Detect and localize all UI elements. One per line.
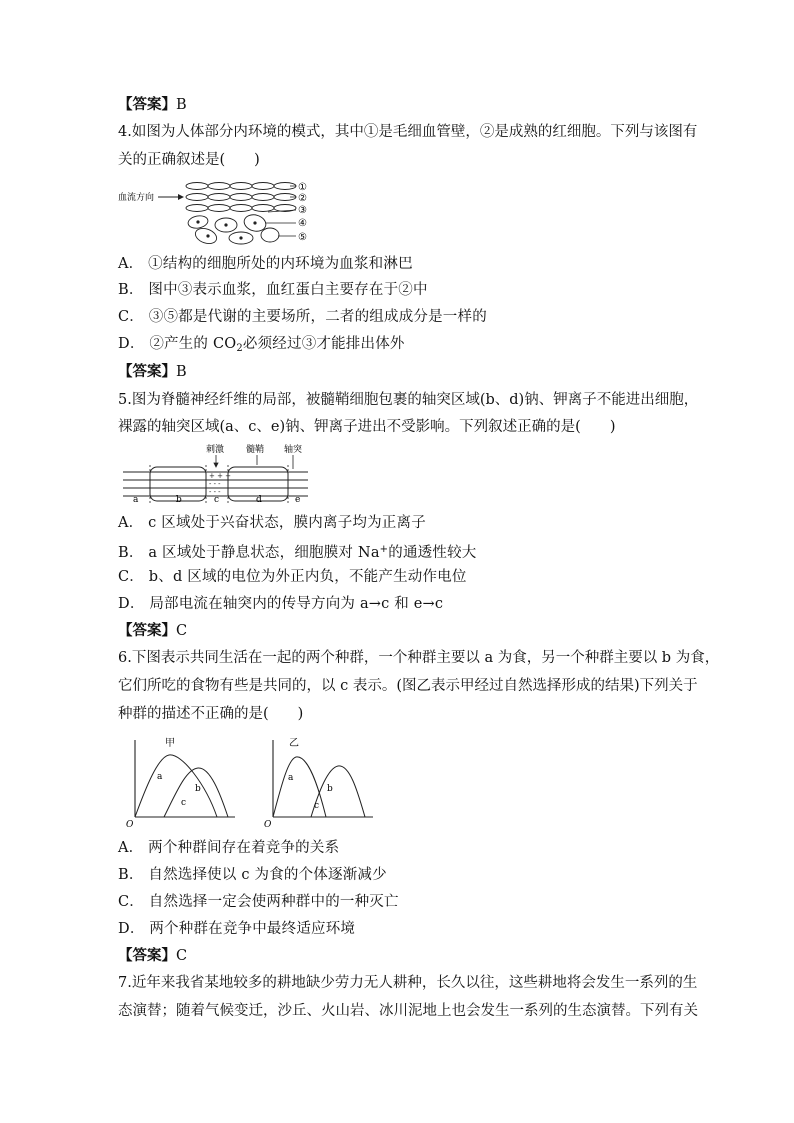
marker-2: ② (298, 193, 307, 204)
capillary-wall-cells-lower (186, 205, 296, 212)
blood-flow-arrowhead (178, 194, 184, 200)
q6-option-d: D． 两个种群在竞争中最终适应环境 (118, 921, 356, 937)
chart-jia (126, 737, 235, 830)
region-a: a (133, 495, 139, 503)
answer-label: 【答案】 (118, 947, 176, 964)
blood-flow-label: 血流方向 (118, 193, 155, 203)
region-e: e (295, 495, 301, 503)
figure-markers (298, 182, 307, 243)
q7-stem-line1: 7.近年来我省某地较多的耕地缺少劳力无人耕种，长久以往，这些耕地将会发生一系列的生 (118, 975, 698, 991)
label-c-jia: c (181, 798, 187, 808)
q6-option-b: B． 自然选择使以 c 为食的个体逐渐减少 (118, 867, 387, 883)
svg-text:+ + +: + + + (209, 472, 232, 480)
origin-jia: O (126, 820, 134, 830)
q3-answer (118, 95, 187, 115)
label-myelin: 髓鞘 (246, 445, 265, 455)
q5-option-a: A． c 区域处于兴奋状态，膜内离子均为正离子 (118, 515, 426, 531)
origin-yi: O (264, 820, 272, 830)
q6-answer (118, 946, 187, 966)
label-b-yi: b (327, 784, 333, 794)
q4-option-a: A． ①结构的细胞所处的内环境为血浆和淋巴 (118, 256, 413, 272)
answer-label: 【答案】 (118, 622, 176, 639)
region-b: b (176, 495, 182, 503)
q5-option-d: D． 局部电流在轴突内的传导方向为 a→c 和 e→c (118, 596, 444, 612)
q5-stem-line2: 裸露的轴突区域(a、c、e)钠、钾离子进出不受影响。下列叙述正确的是( ) (118, 419, 616, 435)
label-axon: 轴突 (284, 445, 303, 455)
q6-stem-line1: 6.下图表示共同生活在一起的两个种群，一个种群主要以 a 为食，另一个种群主要以 b 为食， (118, 650, 720, 666)
answer-label: 【答案】 (118, 363, 176, 380)
q5-answer (118, 621, 187, 641)
label-stimulus: 刺激 (206, 445, 225, 455)
q6-option-c: C． 自然选择一定会使两种群中的一种灭亡 (118, 894, 399, 910)
q4-stem-line2: 关的正确叙述是( ) (118, 152, 260, 168)
q6-stem-line3: 种群的描述不正确的是( ) (118, 706, 304, 722)
region-d: d (256, 495, 262, 503)
q4-option-c: C． ③⑤都是代谢的主要场所，二者的组成成分是一样的 (118, 309, 487, 325)
label-c-yi: c (314, 801, 320, 811)
red-blood-cells (186, 194, 296, 201)
answer-label: 【答案】 (118, 96, 176, 113)
label-a-yi: a (288, 773, 294, 783)
q4-option-d: D． ②产生的 $CO_2$必须经过③才能排出体外 (118, 336, 405, 354)
answer-value: C (176, 948, 188, 964)
marker-3: ③ (298, 205, 307, 216)
label-a-jia: a (157, 772, 163, 782)
capillary-wall-cells (186, 183, 296, 190)
q6-stem-line2: 它们所吃的食物有些是共同的，以 c 表示。(图乙表示甲经过自然选择形成的结果)下列关于 (118, 678, 698, 694)
answer-value: B (176, 364, 187, 380)
svg-text:- - -: - - - (209, 488, 221, 496)
q4-stem-line1: 4.如图为人体部分内环境的模式，其中①是毛细血管壁，②是成熟的红细胞。下列与该图有 (118, 124, 698, 140)
curve-a-jia (135, 755, 217, 817)
q5-option-b: B． a 区域处于静息状态，细胞膜对 Na+的通透性较大 (118, 544, 477, 561)
answer-value: B (176, 97, 187, 113)
marker-4: ④ (298, 218, 307, 229)
chart-yi (264, 737, 373, 830)
label-b-jia: b (195, 784, 201, 794)
q4-answer (118, 362, 187, 382)
figure-top-labels (206, 443, 302, 455)
title-jia: 甲 (165, 738, 175, 749)
cell-nuclei (196, 220, 256, 239)
q5-stem-line1: 5.图为脊髓神经纤维的局部，被髓鞘细胞包裹的轴突区域(b、d)钠、钾离子不能进出细胞， (118, 392, 699, 408)
region-c: c (214, 495, 220, 503)
q4-figure-blood-vessel (118, 178, 318, 248)
q6-figure-charts (118, 735, 378, 831)
tissue-cells (187, 212, 279, 246)
q7-stem-line2: 态演替；随着气候变迁，沙丘、火山岩、冰川泥地上也会发生一系列的生态演替。下列有关 (118, 1003, 698, 1019)
q5-option-c: C． b、d 区域的电位为外正内负，不能产生动作电位 (118, 569, 467, 585)
marker-5: ⑤ (298, 232, 307, 243)
marker-1: ① (298, 182, 307, 193)
q6-option-a: A． 两个种群间存在着竞争的关系 (118, 840, 340, 856)
svg-text:- - -: - - - (209, 480, 221, 488)
answer-value: C (176, 623, 188, 639)
title-yi: 乙 (289, 738, 299, 749)
q5-figure-nerve-fiber (118, 443, 318, 503)
q4-option-b: B． 图中③表示血浆，血红蛋白主要存在于②中 (118, 282, 428, 298)
